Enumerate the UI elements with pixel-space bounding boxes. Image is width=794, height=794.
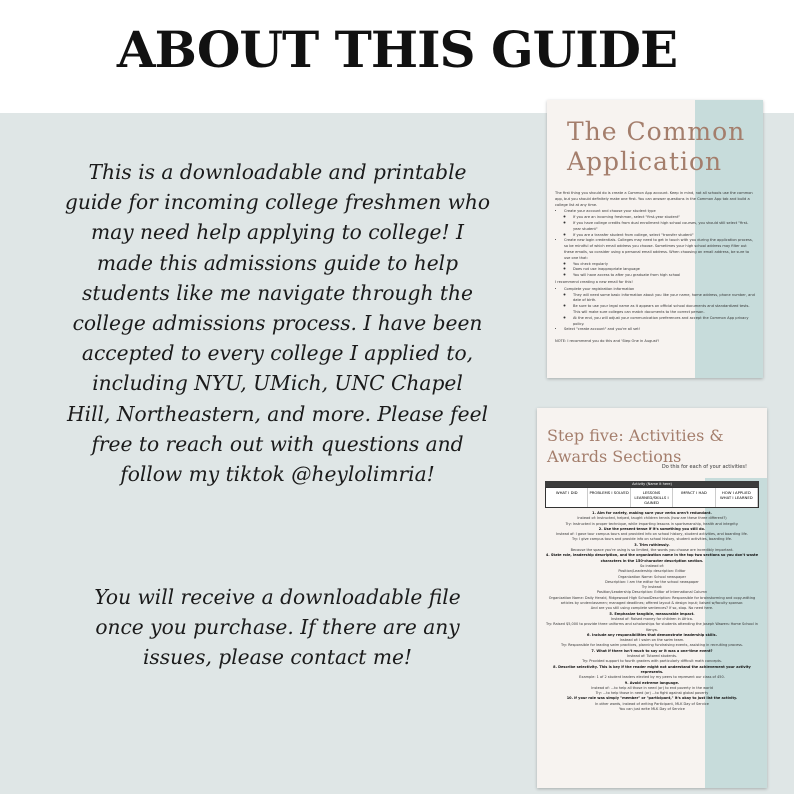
tip-line: 4. State role, leadership description, and the organization name in the top two sections so you don't waste characters in the 150-character description section. (545, 553, 759, 563)
tip-line: Try: Responsible for leading swim practices, planning fundraising events, assisting in recruiting process. (560, 643, 743, 648)
list-item: ◦ Does not use inappropriate language (573, 267, 755, 273)
tip-line: Position/Leadership Description: Editor of International Column (596, 590, 708, 595)
preview-common-app-page (547, 100, 763, 378)
list-item: ◦ You check regularly (573, 262, 755, 268)
preview-tip: I recommend creating a new email for this! (555, 279, 633, 284)
preview-steps-list (555, 209, 755, 279)
activity-table (545, 487, 759, 508)
page-title: ABOUT THIS GUIDE (116, 20, 678, 79)
tip-line: Instead of: I gave tour campus tours and provided info on school history, student activities, and boarding life. (556, 532, 748, 537)
table-column-header: LESSONS LEARNED/SKILLS I GAINED (631, 488, 673, 507)
tip-line: Instead of: Raised money for children in Africa. (611, 616, 693, 621)
tip-line: Instead of: Instructed, helped, taught children tennis (how are these three different?) (577, 516, 727, 521)
tip-line: In other words, instead of writing Participant, MLK Day of Service (595, 701, 709, 706)
tip-line: Try: Raised $5,000 to provide three uniforms and scholarships for students attending the Joseph Waweru Home School in Kenya. (546, 622, 758, 632)
tip-line: 6. Include any responsibilities that demonstrate leadership skills. (587, 632, 717, 637)
list-item: ◦ If you are a transfer student from college, select "transfer student" (573, 233, 755, 239)
guide-description: This is a downloadable and printable guide for incoming college freshmen who may need help applying to college! I made this admissions guide to help students like me navigate through the college admissions process. I have been accepted to every college I applied to, including NYU, UMich, UNC Chapel Hill, Northeastern, and more. Please feel free to reach out with questions and follow my tiktok @heylolimria! (64, 160, 491, 487)
preview-body (555, 191, 755, 345)
tip-line: 1. Aim for variety, making sure your verbs aren't redundant. (592, 511, 712, 515)
tip-line: Try instead: (641, 585, 663, 590)
list-item: ◦ You will have access to after you graduate from high school (573, 273, 755, 279)
list-item: ◦ Be sure to use your legal name as it appears on official school documents and standardized tests. This will make sure colleges can match documents to the correct person. (573, 304, 755, 316)
tip-line: Description: I am the editor for the school newspaper (605, 579, 699, 584)
list-item: • Complete your registration information (564, 287, 755, 293)
preview-activities-page (537, 408, 767, 788)
tip-line: So instead of: (640, 563, 664, 568)
preview-title: The Common Application (567, 117, 746, 176)
tip-line: Because the space you're using is so limited, the words you choose are incredibly important. (570, 548, 734, 553)
tip-line: 7. What if there isn't much to say or it was a one-time event? (591, 648, 713, 653)
table-column-header: HOW I APPLIED WHAT I LEARNED (716, 488, 758, 507)
tip-line: Organization Name: Daily Herald, Ridgewood High SchoolDescription: Responsible for brainstorming and copy-editing articles by underclassmen; managed deadlines; offered layout & design input; liaised w/faculty sponsor. (548, 595, 756, 606)
purchase-note: You will receive a downloadable file once you purchase. If there are any issues, please contact me! (94, 585, 461, 670)
preview-note: NOTE: I recommend you do this and 'Step One in August'! (555, 339, 660, 344)
tip-line: Organization Name: School newspaper (617, 574, 687, 579)
tip-line: 9. Avoid extreme language. (624, 680, 680, 685)
table-column-header: WHAT I DID (546, 488, 588, 507)
tip-line: Example: 1 of 2 student leaders elected by my peers to represent our class of 450. (579, 675, 725, 680)
list-item: • Create your account and choose your student type (564, 209, 755, 215)
tip-line: 5. Emphasize tangible, measurable impact. (609, 611, 695, 616)
tip-line: Try: I give campus tours and provide info on school history, student activities, boarding life. (571, 537, 733, 542)
tip-line: 8. Describe selectivity. This is key if the reader might not understand the achievement your activity represents. (553, 664, 751, 674)
tip-line: Try: ...to help those in need (or) ...to fight against global poverty (595, 691, 709, 696)
tip-line: 3. Trim ruthlessly. (634, 542, 670, 547)
list-item: • Create new login credentials. Colleges may need to get in touch with you during the application process, so be mindful of which email address you choose. Sometimes your high school address may filter out these emails, so consider using a personal email address. When choosing an email address, be sure to use one that: (564, 238, 755, 261)
tip-line: Instead of: I swim on the swim team. (619, 638, 685, 643)
table-column-header: IMPACT I HAD (673, 488, 715, 507)
tip-line: And are you still using complete sentences? If so, stop. No need here. (590, 606, 714, 611)
tip-line: 2. Use the present tense if it's something you still do. (598, 526, 706, 531)
list-item: ◦ If you have college credits from dual enrollment high school courses, you should still select "first-year student" (573, 221, 755, 233)
preview-subtitle: Do this for each of your activities! (661, 464, 747, 470)
preview-title: Step five: Activities & Awards Sections (547, 426, 724, 466)
preview-intro: The first thing you should do is create a Common App account. Keep in mind, not all schools use the common app, but you should definitely make one first. You can answer questions in the Common App tab and build a college list at any time. (555, 191, 753, 207)
tip-line: Try: Instructed in proper technique, while imparting lessons in sportsmanship, health and integrity. (565, 521, 739, 526)
activity-table-title: Activity (Name it here) (545, 481, 759, 487)
table-column-header: PROBLEMS I SOLVED (588, 488, 630, 507)
list-item: ◦ If you are an incoming freshman, select "first-year student" (573, 215, 755, 221)
tip-line: Position/Leadership description: Editor (618, 569, 686, 574)
tip-line: Instead of: Tutored students. (626, 654, 678, 659)
preview-tips (545, 511, 759, 712)
tip-line: You can just write MLK Day of Service (619, 706, 685, 711)
tip-line: 10. If your role was simply "member" or "participant," it's okay to just list the activity. (566, 696, 738, 701)
list-item: ◦ They will need some basic information about you like your name, home address, phone number, and date of birth. (573, 293, 755, 305)
tip-line: Try: Provided support to fourth graders with particularly difficult math concepts. (582, 659, 722, 664)
list-item: ◦ At the end, you will adjust your communication preferences and accept the Common App privacy policy. (573, 316, 755, 328)
list-item: • Select "create account" and you're all set! (564, 327, 755, 333)
tip-line: Instead of: ...to help all those in need (or) to end poverty in the world (591, 685, 713, 690)
